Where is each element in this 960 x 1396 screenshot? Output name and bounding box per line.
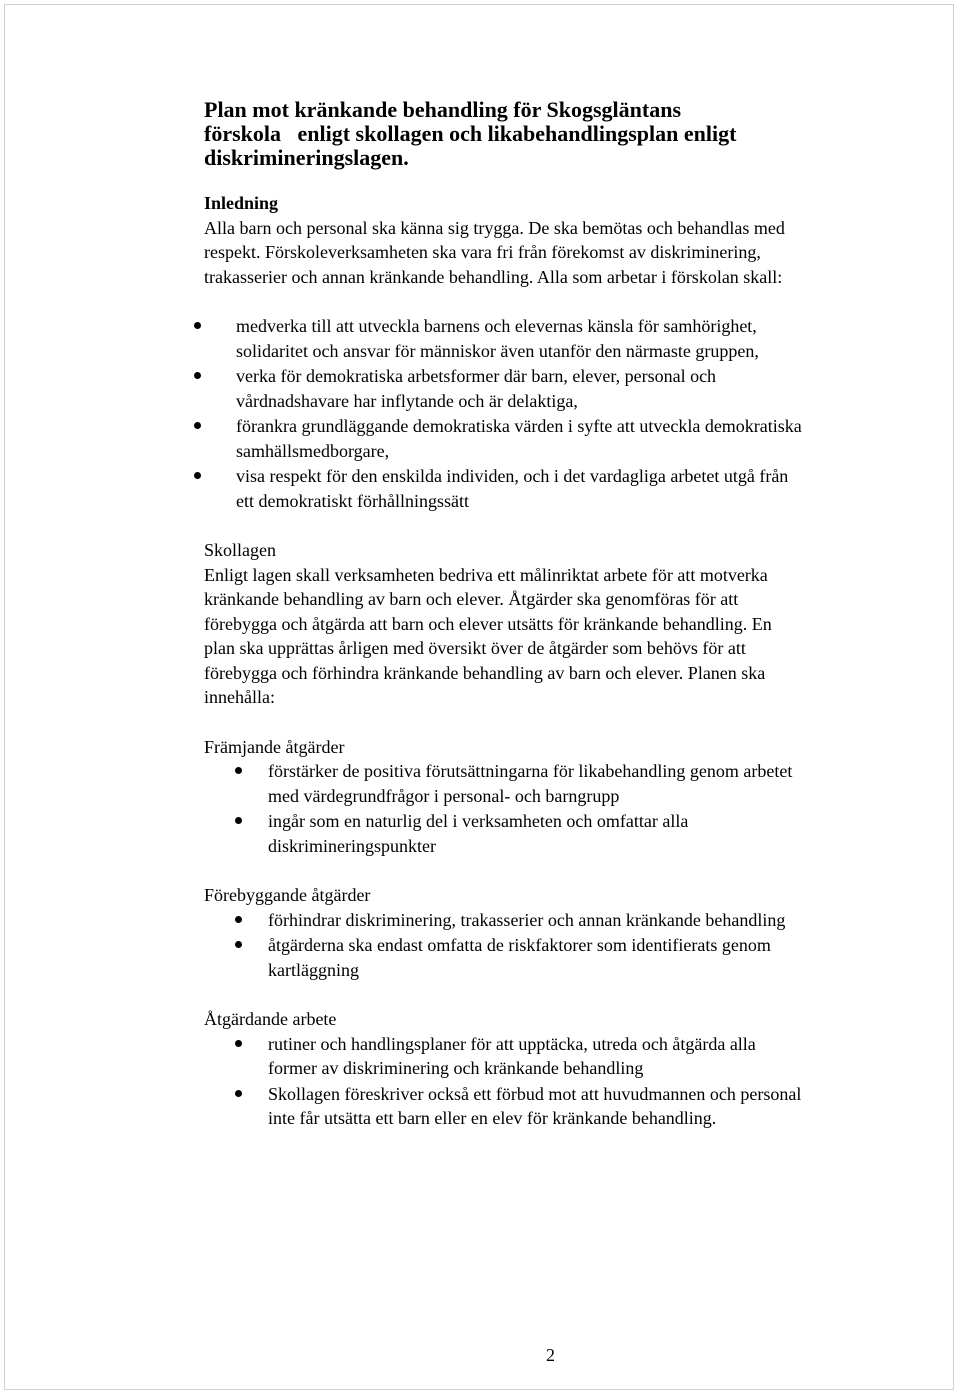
text-line: verka för demokratiska arbetsformer där barn, elever, personal och	[236, 366, 717, 386]
text-line: Enligt lagen skall verksamheten bedriva ett målinriktat arbete för att motverka	[204, 564, 768, 585]
forebyggande-bullet-list	[204, 908, 904, 983]
page-number: 2	[546, 1345, 555, 1365]
document-body	[204, 98, 904, 1132]
framjande-heading: Främjande åtgärder	[204, 736, 345, 757]
framjande-bullet-list	[204, 759, 904, 858]
bullet-icon	[235, 1040, 242, 1047]
text-line: diskrimineringspunkter	[268, 835, 436, 856]
list-item	[204, 1082, 904, 1131]
bullet-icon	[235, 916, 242, 923]
text-line: åtgärderna ska endast omfatta de riskfaktorer som identifierats genom	[268, 935, 771, 955]
text-line: respekt. Förskoleverksamheten ska vara fri från förekomst av diskriminering,	[204, 242, 761, 262]
text-line: solidaritet och ansvar för människor även utanför den närmaste gruppen,	[236, 340, 759, 361]
text-line: förebygga och åtgärda att barn och elever utsätts för kränkande behandling. En	[204, 613, 772, 634]
bullet-icon	[194, 322, 201, 329]
skollagen-heading: Skollagen	[204, 540, 276, 560]
intro-heading: Inledning	[204, 193, 279, 213]
atgardande-heading: Åtgärdande arbete	[204, 1009, 337, 1029]
text-line: Alla barn och personal ska känna sig trygga. De ska bemötas och behandlas med	[204, 217, 785, 238]
list-item	[204, 414, 904, 463]
list-item	[204, 314, 904, 363]
text-line: plan ska upprättas årligen med översikt över de åtgärder som behövs för att	[204, 638, 746, 658]
text-line: ingår som en naturlig del i verksamheten och omfattar alla	[268, 811, 689, 831]
text-line: trakasserier och annan kränkande behandling. Alla som arbetar i förskolan skall:	[204, 266, 783, 287]
text-line: medverka till att utveckla barnens och elevernas känsla för samhörighet,	[236, 316, 757, 336]
text-line: innehålla:	[204, 687, 275, 707]
text-line: förebygga och förhindra kränkande behandling av barn och elever. Planen ska	[204, 662, 766, 683]
text-line: förhindrar diskriminering, trakasserier och annan kränkande behandling	[268, 909, 786, 930]
title-line: Plan mot kränkande behandling för Skogsgläntans	[204, 97, 682, 122]
text-line: rutiner och handlingsplaner för att upptäcka, utreda och åtgärda alla	[268, 1033, 756, 1054]
list-item	[204, 933, 904, 982]
text-line: samhällsmedborgare,	[236, 440, 390, 461]
text-line: kränkande behandling av barn och elever. Åtgärder ska genomföras för att	[204, 589, 739, 609]
skollagen-section	[204, 538, 904, 710]
atgardande-bullet-list	[204, 1032, 904, 1131]
bullet-icon	[194, 472, 201, 479]
bullet-icon	[194, 372, 201, 379]
title-line: diskrimineringslagen.	[204, 145, 409, 170]
document-title	[204, 98, 904, 170]
bullet-icon	[194, 422, 201, 429]
list-item	[204, 908, 904, 933]
bullet-icon	[235, 817, 242, 824]
text-line: former av diskriminering och kränkande behandling	[268, 1058, 644, 1078]
text-line: Skollagen föreskriver också ett förbud mot att huvudmannen och personal	[268, 1083, 802, 1104]
bullet-icon	[235, 1090, 242, 1097]
text-line: förstärker de positiva förutsättningarna för likabehandling genom arbetet	[268, 761, 793, 781]
text-line: visa respekt för den enskilda individen, och i det vardagliga arbetet utgå från	[236, 466, 789, 486]
text-line: kartläggning	[268, 959, 359, 980]
text-line: inte får utsätta ett barn eller en elev för kränkande behandling.	[268, 1108, 717, 1128]
text-line: med värdegrundfrågor i personal- och barngrupp	[268, 785, 620, 806]
list-item	[204, 1032, 904, 1081]
bullet-icon	[235, 767, 242, 774]
list-item	[204, 809, 904, 858]
list-item	[204, 364, 904, 413]
intro-paragraph	[204, 216, 904, 290]
bullet-icon	[235, 941, 242, 948]
text-line: vårdnadshavare har inflytande och är delaktiga,	[236, 390, 578, 411]
intro-bullet-list	[204, 314, 904, 513]
text-line: ett demokratiskt förhållningssätt	[236, 490, 469, 511]
list-item	[204, 759, 904, 808]
list-item	[204, 464, 904, 513]
title-line: förskola enligt skollagen och likabehandlingsplan enligt	[204, 121, 737, 146]
forebyggande-heading: Förebyggande åtgärder	[204, 885, 371, 905]
text-line: förankra grundläggande demokratiska värden i syfte att utveckla demokratiska	[236, 416, 802, 436]
